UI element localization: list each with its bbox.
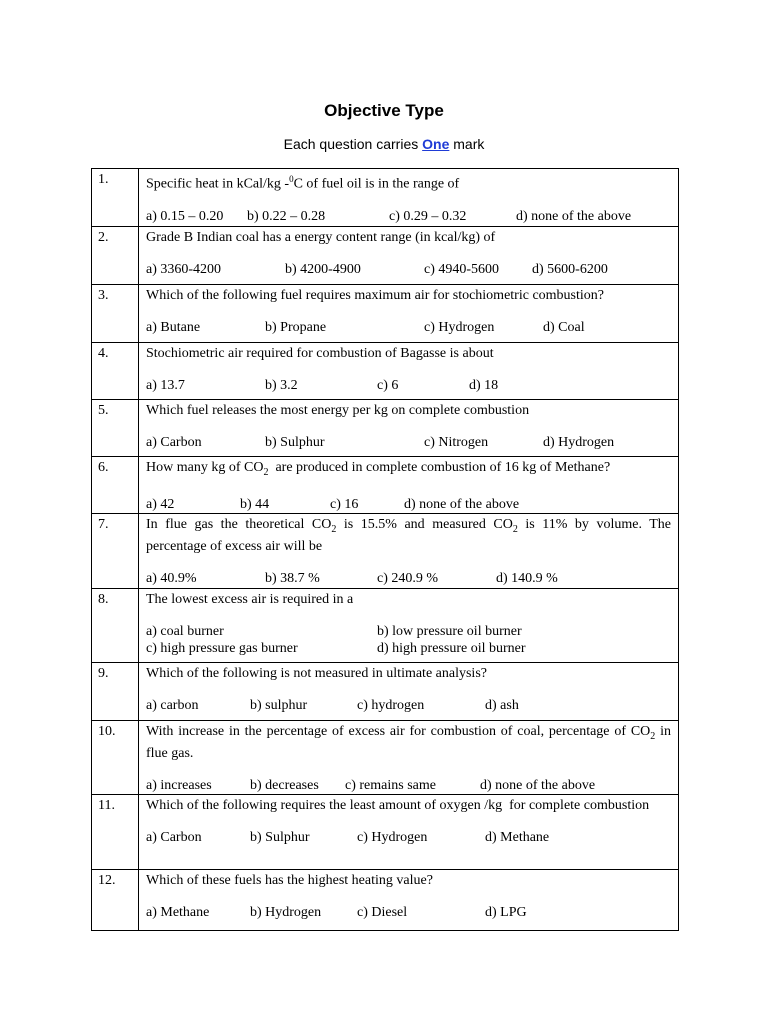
question-text-part: Specific heat in kCal/kg - <box>146 176 290 192</box>
question-number: 4. <box>92 343 139 400</box>
question-cell <box>139 589 679 663</box>
table-row <box>92 343 679 400</box>
question-text-part: How many kg of CO <box>146 460 264 475</box>
options-row <box>146 829 671 846</box>
table-row <box>92 285 679 343</box>
question-number: 3. <box>92 285 139 343</box>
option: b) sulphur <box>250 698 308 713</box>
question-cell <box>139 227 679 285</box>
option: a) Carbon <box>146 830 202 845</box>
table-row <box>92 663 679 721</box>
option: a) 40.9% <box>146 570 197 586</box>
table-row <box>92 400 679 457</box>
table-row <box>92 589 679 663</box>
subtitle-suffix: mark <box>449 136 485 152</box>
question-text: Which of these fuels has the highest heating value? <box>146 873 433 888</box>
question-text: Which of the following fuel requires maximum air for stochiometric combustion? <box>146 288 604 303</box>
question-text-part: With increase in the percentage of excess air for combustion of coal, percentage of CO <box>146 724 651 739</box>
question-text <box>146 516 671 555</box>
question-cell <box>139 870 679 931</box>
subscript: 2 <box>263 466 269 478</box>
question-number: 8. <box>92 589 139 663</box>
table-row <box>92 457 679 514</box>
table-row <box>92 870 679 931</box>
question-cell <box>139 457 679 514</box>
question-number: 5. <box>92 400 139 457</box>
question-cell <box>139 795 679 870</box>
option: b) Sulphur <box>250 830 310 845</box>
subscript: 2 <box>331 523 337 535</box>
option: d) LPG <box>485 905 527 920</box>
option: c) 6 <box>377 378 399 393</box>
options-row <box>146 570 671 587</box>
subtitle-prefix: Each question carries <box>283 136 423 152</box>
table-row <box>92 721 679 795</box>
option: b) 0.22 – 0.28 <box>247 208 326 224</box>
option: d) 18 <box>469 378 499 393</box>
question-number: 2. <box>92 227 139 285</box>
options-row <box>146 377 671 394</box>
question-text: Which of the following is not measured in ultimate analysis? <box>146 666 487 681</box>
option: c) 4940-5600 <box>424 262 500 277</box>
option: c) Hydrogen <box>357 830 428 845</box>
option: b) 4200-4900 <box>285 262 361 277</box>
option: d) none of the above <box>516 208 632 224</box>
question-number: 11. <box>92 795 139 870</box>
option: c) 16 <box>330 496 359 512</box>
options-row <box>146 496 671 513</box>
question-table <box>91 168 679 931</box>
superscript: 0 <box>289 174 294 184</box>
option: c) remains same <box>345 777 436 793</box>
option: d) none of the above <box>480 777 596 793</box>
table-row <box>92 795 679 870</box>
question-text: Which fuel releases the most energy per kg on complete combustion <box>146 403 530 418</box>
options-row <box>146 434 671 451</box>
question-cell <box>139 721 679 795</box>
question-text: Which of the following requires the least amount of oxygen /kg for complete combustion <box>146 798 650 813</box>
question-number: 1. <box>92 169 139 227</box>
option: b) 38.7 % <box>265 570 320 586</box>
option: c) high pressure gas burner <box>146 641 298 656</box>
question-number: 12. <box>92 870 139 931</box>
question-number: 10. <box>92 721 139 795</box>
option: a) 0.15 – 0.20 <box>146 208 224 224</box>
option: c) 240.9 % <box>377 570 439 586</box>
question-cell <box>139 663 679 721</box>
table-row <box>92 227 679 285</box>
question-cell <box>139 169 679 227</box>
option: d) high pressure oil burner <box>377 641 526 656</box>
question-text-part: are produced in complete combustion of 16 kg of Methane? <box>268 460 611 475</box>
question-text <box>146 171 671 193</box>
option: a) coal burner <box>146 624 224 639</box>
table-row <box>92 169 679 227</box>
option: c) hydrogen <box>357 698 425 713</box>
table-row <box>92 514 679 589</box>
option: c) 0.29 – 0.32 <box>389 208 467 224</box>
question-text <box>146 723 671 762</box>
options-row <box>146 697 671 714</box>
page-title: Objective Type <box>324 101 444 120</box>
option: a) Carbon <box>146 435 202 450</box>
option: b) Hydrogen <box>250 905 322 920</box>
question-cell <box>139 343 679 400</box>
option: c) Nitrogen <box>424 435 489 450</box>
options-row <box>146 319 671 336</box>
question-text <box>146 459 671 481</box>
options-row <box>146 208 671 225</box>
option: b) 44 <box>240 496 270 512</box>
question-number: 6. <box>92 457 139 514</box>
option: b) decreases <box>250 777 319 793</box>
question-text-part: is 15.5% and measured CO <box>336 517 513 532</box>
option: b) low pressure oil burner <box>377 624 522 639</box>
question-cell <box>139 514 679 589</box>
option: d) Coal <box>543 320 585 335</box>
options-row <box>146 261 671 278</box>
question-text-part: in flue gas. <box>146 724 672 761</box>
question-cell <box>139 285 679 343</box>
options-row <box>146 777 671 794</box>
subscript: 2 <box>650 730 656 742</box>
question-text: Grade B Indian coal has a energy content range (in kcal/kg) of <box>146 230 496 245</box>
option: d) none of the above <box>404 496 520 512</box>
question-number: 7. <box>92 514 139 589</box>
options-row <box>146 904 671 921</box>
question-text-part: C of fuel oil is in the range of <box>293 176 460 192</box>
option: d) Hydrogen <box>543 435 615 450</box>
question-text-part: is 11% by volume. The percentage of excess air will be <box>146 517 671 554</box>
question-number: 9. <box>92 663 139 721</box>
option: a) 42 <box>146 496 175 512</box>
option: a) Methane <box>146 905 210 920</box>
option: d) Methane <box>485 830 550 845</box>
option: d) 5600-6200 <box>532 262 608 277</box>
option: a) increases <box>146 777 212 793</box>
question-text-part: In flue gas the theoretical CO <box>146 517 332 532</box>
option: d) ash <box>485 698 519 713</box>
option: c) Hydrogen <box>424 320 495 335</box>
question-cell <box>139 400 679 457</box>
option: b) Sulphur <box>265 435 325 450</box>
subtitle-highlight: One <box>422 136 450 152</box>
options-grid <box>146 623 671 657</box>
option: d) 140.9 % <box>496 570 558 586</box>
page-subtitle <box>0 136 768 152</box>
option: a) Butane <box>146 320 201 335</box>
question-text: Stochiometric air required for combustion of Bagasse is about <box>146 346 494 361</box>
option: a) 13.7 <box>146 378 185 393</box>
option: a) carbon <box>146 698 199 713</box>
subscript: 2 <box>512 523 518 535</box>
option: c) Diesel <box>357 905 408 920</box>
option: b) 3.2 <box>265 378 298 393</box>
option: a) 3360-4200 <box>146 262 222 277</box>
question-text: The lowest excess air is required in a <box>146 592 354 607</box>
option: b) Propane <box>265 320 327 335</box>
